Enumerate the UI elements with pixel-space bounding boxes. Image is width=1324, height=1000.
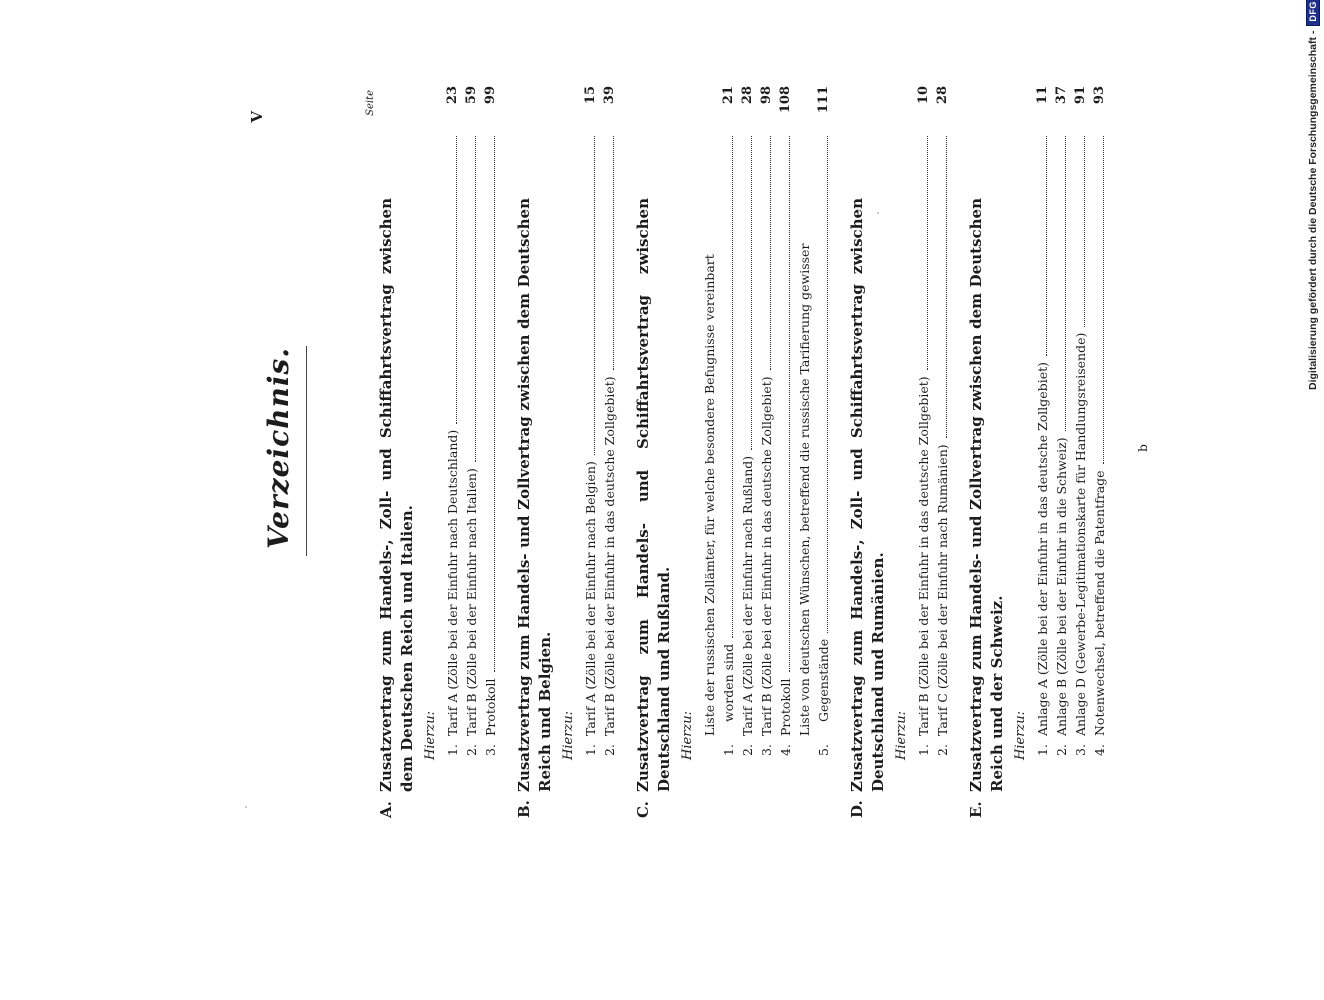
entry-page: 28 <box>740 86 755 105</box>
entry-text: Notenwechsel, betreffend die Patentfrage <box>1092 470 1107 736</box>
hierzu-label: Hierzu: <box>680 710 695 760</box>
entry-page: 111 <box>816 86 831 114</box>
entry-page: 15 <box>583 86 598 105</box>
toc-entry[interactable] <box>600 78 619 818</box>
entry-page: 91 <box>1073 86 1088 105</box>
leader-dots <box>827 136 828 633</box>
entry-text: Liste von deutschen Wünschen, betreffend die russische Tarifierung gewisser <box>797 243 812 736</box>
entry-text-wrap <box>443 130 462 736</box>
page-content <box>248 78 1208 818</box>
entry-number: 1. <box>721 744 736 756</box>
section-heading <box>966 78 1008 818</box>
entry-page: 98 <box>759 86 774 105</box>
entry-page: 108 <box>778 86 793 114</box>
entry-text-wrap <box>700 130 738 736</box>
section-title: Zusatzvertrag zum Handels- und Zollvertrag zwischen dem Deutschen Reich und Belgien. <box>515 198 554 792</box>
entry-text-wrap <box>581 130 600 736</box>
entry-page: 99 <box>483 86 498 105</box>
toc-entry[interactable] <box>914 78 933 818</box>
entry-text: Tarif B (Zölle bei der Einfuhr in das deutsche Zollgebiet) <box>759 376 774 736</box>
toc-entry[interactable] <box>700 78 738 818</box>
entry-number: 5. <box>816 744 831 756</box>
leader-dots <box>927 136 928 370</box>
entry-text: Tarif A (Zölle bei der Einfuhr nach Rußland) <box>740 455 755 736</box>
entry-text-wrap <box>914 130 933 736</box>
entry-page: 93 <box>1092 86 1107 105</box>
entry-text-wrap <box>462 130 481 736</box>
entry-text: Tarif A (Zölle bei der Einfuhr nach Belgien) <box>583 461 598 736</box>
section-letter: A. <box>377 801 395 818</box>
entry-text-continuation <box>814 130 833 736</box>
section-e <box>966 78 1109 818</box>
entry-number: 3. <box>1073 744 1088 756</box>
entry-number: 1. <box>445 744 460 756</box>
entry-page: 23 <box>445 86 460 105</box>
leader-dots <box>456 136 457 424</box>
entry-text-line2: Gegenstände <box>816 638 831 722</box>
section-c <box>633 78 833 818</box>
section-heading <box>376 78 418 818</box>
entry-text-wrap <box>776 130 795 736</box>
leader-dots <box>475 136 476 462</box>
entry-number: 2. <box>464 744 479 756</box>
section-letter: E. <box>967 801 985 818</box>
page-title: Verzeichnis. <box>262 347 295 549</box>
toc-entry[interactable] <box>1071 78 1090 818</box>
entry-page: 21 <box>721 86 736 105</box>
leader-dots <box>770 136 771 370</box>
toc-entry[interactable] <box>776 78 795 818</box>
entry-page: 10 <box>916 86 931 105</box>
entry-page: 28 <box>935 86 950 105</box>
entry-text-wrap <box>481 130 500 736</box>
caption-text: Digitalisierung gefördert durch die Deutsche Forschungsgemeinschaft - <box>1307 30 1319 390</box>
document-page <box>248 78 1208 818</box>
hierzu-label: Hierzu: <box>423 710 438 760</box>
section-letter: B. <box>515 800 533 818</box>
seite-column-label: Seite <box>365 90 376 116</box>
entry-number: 1. <box>583 744 598 756</box>
entry-number: 1. <box>916 744 931 756</box>
leader-dots <box>494 136 495 672</box>
entry-text: Tarif B (Zölle bei der Einfuhr in das deutsche Zollgebiet) <box>602 376 617 736</box>
entry-page: 59 <box>464 86 479 105</box>
entry-list <box>700 78 833 818</box>
hierzu-label: Hierzu: <box>894 710 909 760</box>
entry-list <box>581 78 619 818</box>
scan-speck <box>245 806 247 808</box>
hierzu-label: Hierzu: <box>561 710 576 760</box>
entry-list <box>443 78 500 818</box>
leader-dots <box>946 136 947 438</box>
section-b <box>514 78 619 818</box>
table-of-contents <box>376 78 1123 818</box>
toc-entry[interactable] <box>581 78 600 818</box>
entry-text-wrap <box>1052 130 1071 736</box>
entry-number: 2. <box>1054 744 1069 756</box>
leader-dots <box>1065 136 1066 431</box>
entry-number: 4. <box>778 744 793 756</box>
entry-text: Anlage A (Zölle bei der Einfuhr in das deutsche Zollgebiet) <box>1035 362 1050 736</box>
entry-number: 3. <box>483 744 498 756</box>
entry-page: 37 <box>1054 86 1069 105</box>
hierzu-label: Hierzu: <box>1013 710 1028 760</box>
entry-number: 2. <box>740 744 755 756</box>
entry-text-line2: worden sind <box>721 643 736 722</box>
entry-number: 2. <box>935 744 950 756</box>
entry-text: Protokoll <box>483 678 498 736</box>
signature-mark: b <box>1136 444 1150 452</box>
entry-text-wrap <box>738 130 757 736</box>
entry-number: 3. <box>759 744 774 756</box>
entry-text-wrap <box>1071 130 1090 736</box>
entry-page: 39 <box>602 86 617 105</box>
page-number: V <box>248 110 266 123</box>
section-heading <box>514 78 556 818</box>
entry-list <box>1033 78 1109 818</box>
toc-entry[interactable] <box>933 78 952 818</box>
entry-page: 11 <box>1035 86 1050 105</box>
entry-text: Tarif A (Zölle bei der Einfuhr nach Deutschland) <box>445 429 460 736</box>
dfg-logo: DFG <box>1306 0 1320 26</box>
toc-entry[interactable] <box>1090 78 1109 818</box>
leader-dots <box>1084 136 1085 327</box>
toc-entry[interactable] <box>795 78 833 818</box>
entry-text: Tarif B (Zölle bei der Einfuhr nach Italien) <box>464 468 479 736</box>
entry-list <box>914 78 952 818</box>
entry-text: Tarif C (Zölle bei der Einfuhr nach Rumänien) <box>935 444 950 736</box>
leader-dots <box>789 136 790 672</box>
title-divider <box>306 346 307 556</box>
toc-entry[interactable] <box>757 78 776 818</box>
section-letter: C. <box>634 801 652 818</box>
entry-text-wrap <box>600 130 619 736</box>
entry-text: Anlage B (Zölle bei der Einfuhr in die Schweiz) <box>1054 437 1069 736</box>
entry-number: 2. <box>602 744 617 756</box>
leader-dots <box>732 136 733 638</box>
entry-text: Protokoll <box>778 678 793 736</box>
leader-dots <box>1103 136 1104 464</box>
section-heading <box>633 78 675 818</box>
section-title: Zusatzvertrag zum Handels- und Zollvertrag zwischen dem Deutschen Reich und der Schweiz. <box>967 198 1006 792</box>
section-d <box>847 78 952 818</box>
toc-entry[interactable] <box>481 78 500 818</box>
section-title: Zusatzvertrag zum Handels- und Schiffahrtsvertrag zwischen Deutschland und Rußland. <box>634 198 673 792</box>
section-heading <box>847 78 889 818</box>
section-letter: D. <box>848 800 866 818</box>
entry-text-wrap <box>757 130 776 736</box>
scan-speck <box>877 212 879 214</box>
toc-entry[interactable] <box>462 78 481 818</box>
leader-dots <box>1046 136 1047 356</box>
entry-text: Tarif B (Zölle bei der Einfuhr in das deutsche Zollgebiet) <box>916 376 931 736</box>
entry-text-wrap <box>1033 130 1052 736</box>
entry-text-continuation <box>719 130 738 736</box>
entry-text-wrap <box>933 130 952 736</box>
section-title: Zusatzvertrag zum Handels-, Zoll- und Schiffahrtsvertrag zwischen dem Deutschen Reich und Italien. <box>377 198 416 792</box>
leader-dots <box>594 136 595 455</box>
section-title: Zusatzvertrag zum Handels-, Zoll- und Schiffahrtsvertrag zwischen Deutschland und Rumänien. <box>848 198 887 792</box>
entry-number: 4. <box>1092 744 1107 756</box>
digitization-caption <box>1306 1 1320 390</box>
section-a <box>376 78 500 818</box>
entry-text: Anlage D (Gewerbe-Legitimationskarte für Handlungsreisende) <box>1073 332 1088 736</box>
entry-text: Liste der russischen Zollämter, für welche besondere Befugnisse vereinbart <box>702 254 717 736</box>
toc-entry[interactable] <box>443 78 462 818</box>
leader-dots <box>613 136 614 370</box>
entry-text-wrap <box>1090 130 1109 736</box>
toc-entry[interactable] <box>1033 78 1052 818</box>
entry-number: 1. <box>1035 744 1050 756</box>
toc-entry[interactable] <box>1052 78 1071 818</box>
leader-dots <box>751 136 752 450</box>
entry-text-wrap <box>795 130 833 736</box>
toc-entry[interactable] <box>738 78 757 818</box>
